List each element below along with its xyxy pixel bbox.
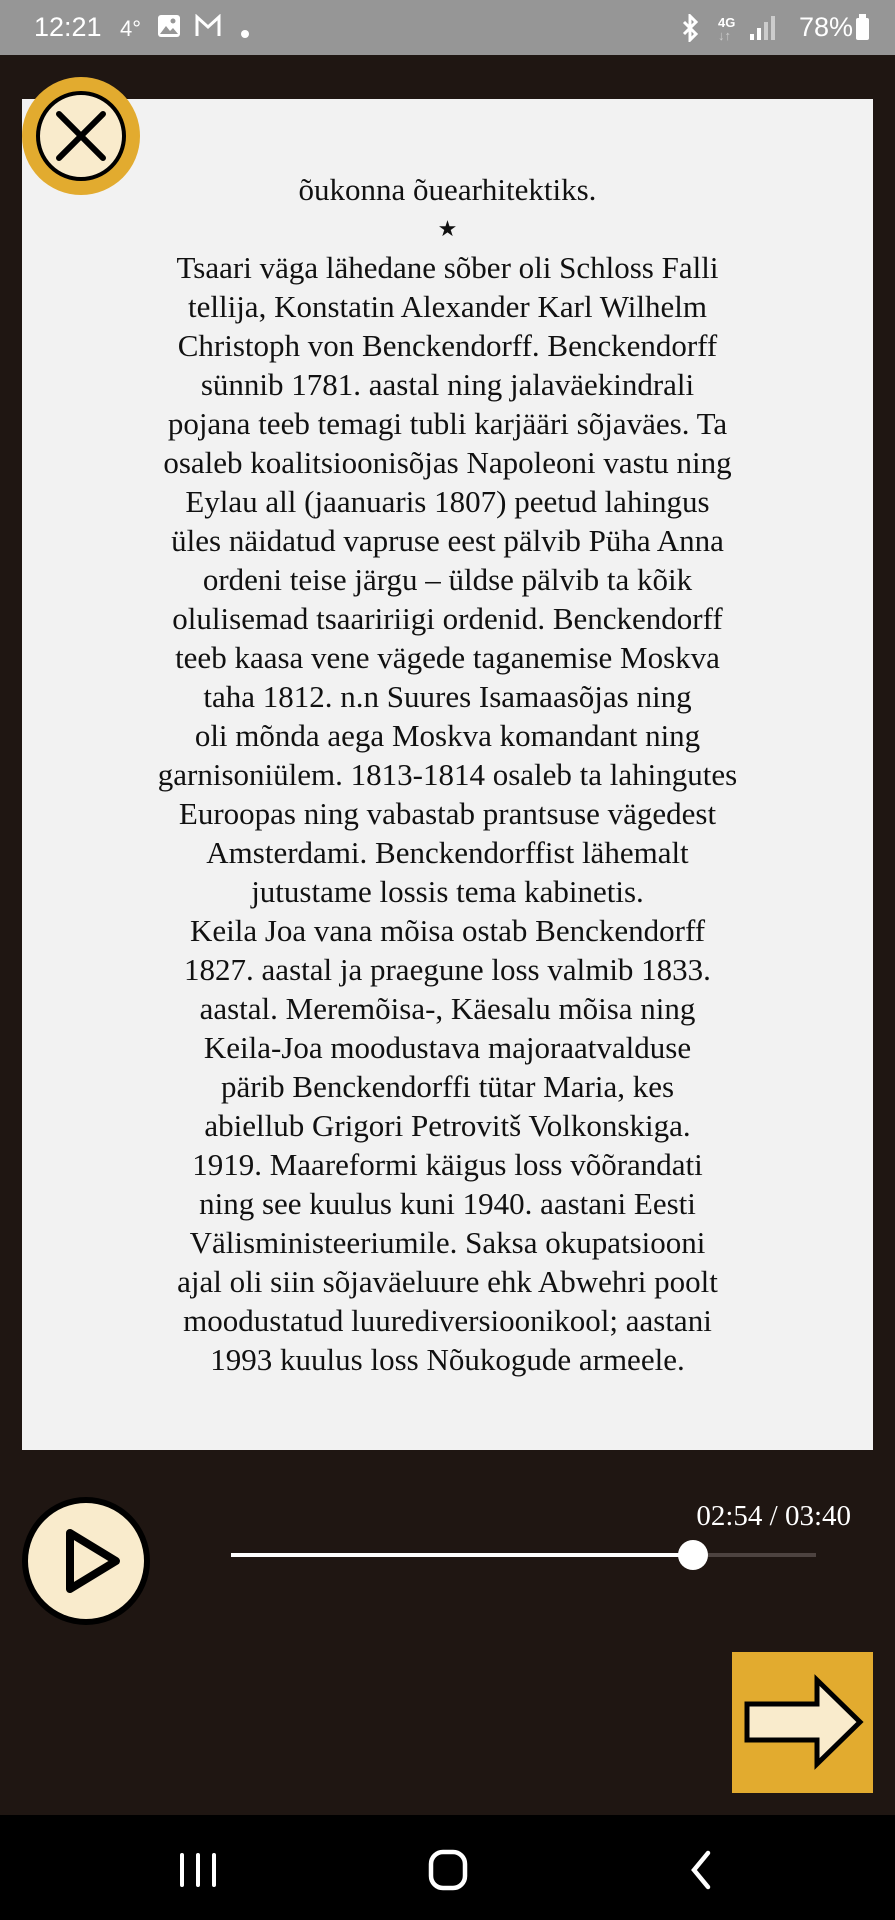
network-type-label: 4G	[718, 15, 736, 30]
article-line: Christoph von Benckendorff. Benckendorff	[177, 328, 718, 363]
time-separator: /	[762, 1500, 785, 1532]
article-line: Keila Joa vana mõisa ostab Benckendorff	[189, 913, 706, 948]
article-line: õukonna õuearhitektiks.	[298, 172, 597, 207]
article-line: garnisoniülem. 1813-1814 osaleb ta lahingutes	[157, 757, 738, 792]
time-readout	[696, 1500, 851, 1533]
article-line: aastal. Meremõisa-, Käesalu mõisa ning	[199, 991, 696, 1026]
article-line: tellija, Konstatin Alexander Karl Wilhelm	[187, 289, 708, 324]
article-scroll-area[interactable]	[22, 170, 873, 1383]
section-divider-star: ★	[437, 216, 458, 241]
close-icon	[36, 91, 126, 181]
article-line: teeb kaasa vene vägede taganemise Moskva	[175, 640, 720, 675]
article-line: 1919. Maareformi käigus loss võõrandati	[192, 1147, 703, 1182]
seek-progress	[231, 1553, 693, 1557]
close-button[interactable]	[22, 77, 140, 195]
network-type	[718, 16, 735, 42]
status-time: 12:21	[34, 12, 102, 42]
article-line: Eylau all (jaanuaris 1807) peetud lahingus	[185, 484, 710, 519]
article-line: ning see kuulus kuni 1940. aastani Eesti	[199, 1186, 696, 1221]
gallery-icon	[157, 14, 181, 44]
article-line: 1827. aastal ja praegune loss valmib 1833.	[184, 952, 711, 987]
seek-slider[interactable]	[231, 1553, 816, 1557]
article-line: pärib Benckendorffi tütar Maria, kes	[220, 1069, 675, 1104]
article-line: olulisemad tsaaririigi ordenid. Benckendorff	[172, 601, 723, 636]
article-line: Amsterdami. Benckendorffist lähemalt	[206, 835, 689, 870]
arrow-right-icon	[732, 1652, 873, 1793]
article-line: osaleb koalitsioonisõjas Napoleoni vastu ning	[163, 445, 732, 480]
article-line: Tsaari väga lähedane sõber oli Schloss Falli	[176, 250, 719, 285]
recent-apps-button[interactable]	[168, 1845, 228, 1895]
article-line: pojana teeb temagi tubli karjääri sõjaväes. Ta	[167, 406, 728, 441]
article-line: üles näidatud vapruse eest pälvib Püha Anna	[171, 523, 724, 558]
article-line: 1993 kuulus loss Nõukogude armeele.	[210, 1342, 685, 1377]
article-line: abiellub Grigori Petrovitš Volkonskiga.	[204, 1108, 691, 1143]
article-line: Keila-Joa moodustava majoraatvalduse	[203, 1030, 692, 1065]
battery-percent: 78%	[798, 12, 853, 42]
next-button[interactable]	[732, 1652, 873, 1793]
back-button[interactable]	[670, 1845, 730, 1895]
article-line: ajal oli siin sõjaväeluure ehk Abwehri poolt	[177, 1264, 718, 1299]
status-bar	[0, 0, 895, 55]
seek-thumb[interactable]	[678, 1540, 708, 1570]
article-line: jutustame lossis tema kabinetis.	[251, 874, 644, 909]
play-button[interactable]	[22, 1497, 150, 1625]
gmail-icon	[195, 14, 221, 44]
weather-temperature: 4°	[120, 16, 142, 41]
article-line: Välisministeeriumile. Saksa okupatsiooni	[189, 1225, 706, 1260]
total-time: 03:40	[784, 1500, 851, 1532]
article-line: moodustatud luurediversioonikool; aastani	[183, 1303, 712, 1338]
article-line: sünnib 1781. aastal ning jalaväekindrali	[200, 367, 695, 402]
data-arrows-icon: ↓↑	[718, 28, 731, 43]
play-icon	[28, 1503, 144, 1619]
home-button[interactable]	[418, 1845, 478, 1895]
notification-dot-icon	[240, 22, 250, 45]
article-line: taha 1812. n.n Suures Isamaasõjas ning	[203, 679, 692, 714]
bluetooth-icon	[678, 14, 702, 48]
article-line: Euroopas ning vabastab prantsuse vägedest	[178, 796, 717, 831]
article-line: oli mõnda aega Moskva komandant ning	[194, 718, 701, 753]
battery-icon	[856, 18, 869, 40]
system-nav-bar	[0, 1815, 895, 1920]
article-text	[22, 170, 873, 1379]
signal-icon	[748, 14, 776, 48]
current-time: 02:54	[696, 1500, 763, 1532]
article-line: ordeni teise järgu – üldse pälvib ta kõik	[202, 562, 693, 597]
